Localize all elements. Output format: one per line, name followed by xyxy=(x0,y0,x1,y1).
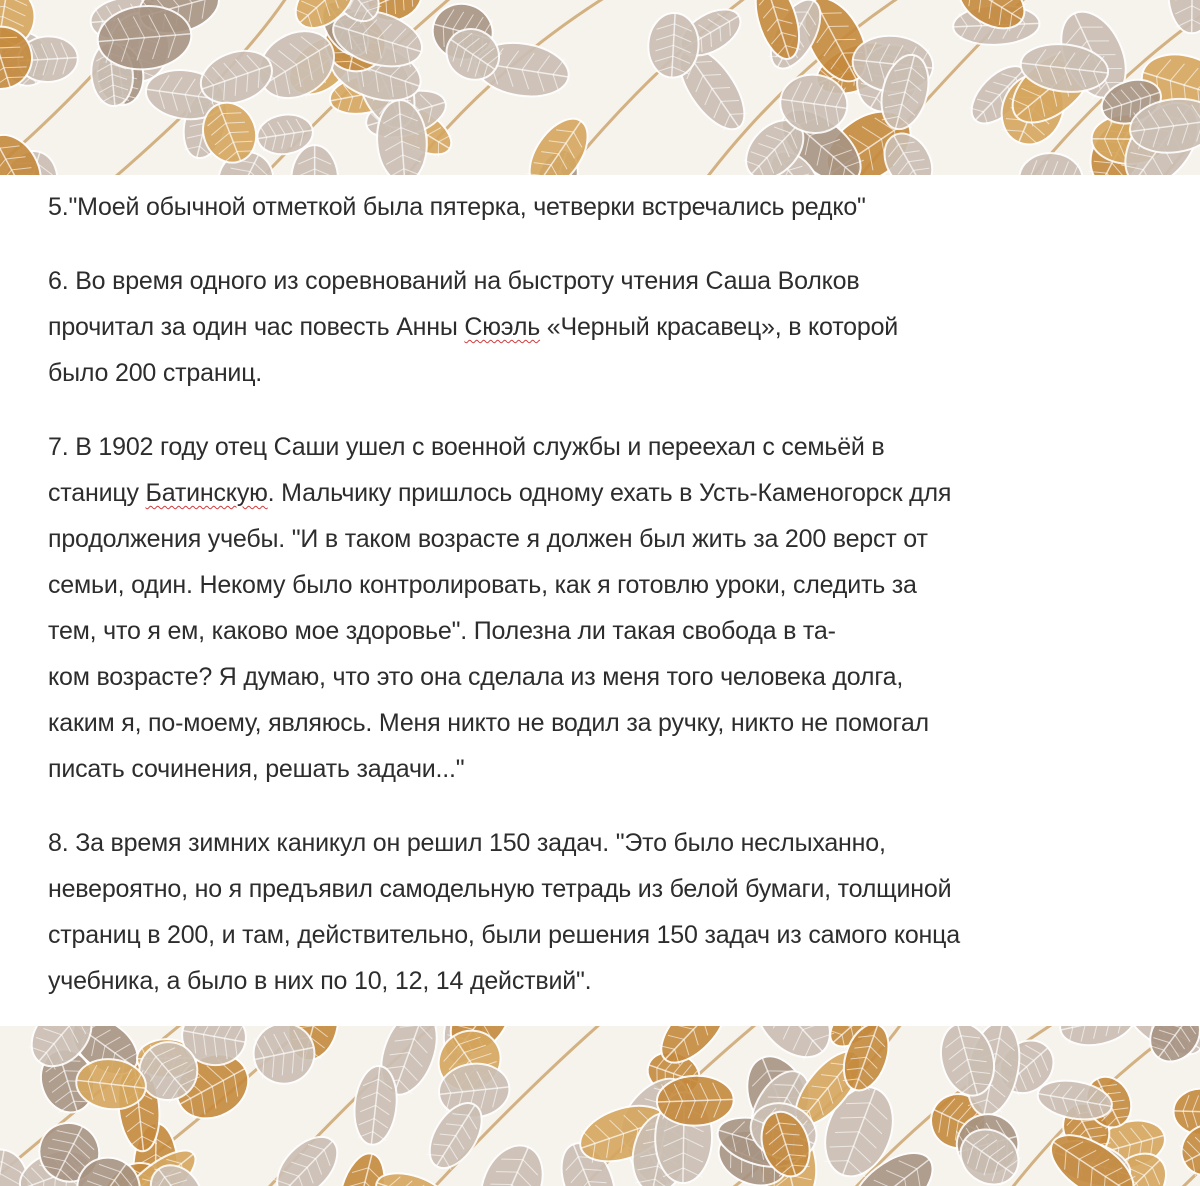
text-line xyxy=(48,304,1158,350)
text-segment: учебника, а было в них по 10, 12, 14 действий". xyxy=(48,967,592,995)
text-line xyxy=(48,258,1158,304)
leaf xyxy=(248,1026,320,1089)
text-line xyxy=(48,184,1158,230)
text-segment: страниц в 200, и там, действительно, были решения 150 задач из самого конца xyxy=(48,921,960,949)
spellcheck-word: Сюэль xyxy=(464,313,541,341)
leaf xyxy=(266,1126,349,1186)
text-line xyxy=(48,746,1158,792)
leaf xyxy=(1018,152,1083,175)
leaf xyxy=(469,1136,554,1186)
text-line xyxy=(48,470,1158,516)
text-segment: 6. Во время одного из соревнований на быстроту чтения Саша Волков xyxy=(48,267,860,295)
text-line xyxy=(48,820,1158,866)
text-line xyxy=(48,958,1158,1004)
text-line xyxy=(48,350,1158,396)
text-body xyxy=(48,184,1158,1032)
text-segment: 8. За время зимних каникул он решил 150 задач. "Это было неслыханно, xyxy=(48,829,886,857)
text-segment: продолжения учебы. "И в таком возрасте я должен был жить за 200 верст от xyxy=(48,525,928,553)
text-line xyxy=(48,608,1158,654)
leaf xyxy=(1168,0,1200,34)
text-segment: «Черный красавец», в которой xyxy=(540,313,899,341)
text-segment: 5."Моей обычной отметкой была пятерка, четверки встречались редко" xyxy=(48,193,866,221)
text-segment: . Мальчику пришлось одному ехать в Усть-Каменогорск для xyxy=(267,479,952,507)
text-segment: писать сочинения, решать задачи..." xyxy=(48,755,465,783)
text-segment: ком возрасте? Я думаю, что это она сделала из меня того человека долга, xyxy=(48,663,904,691)
leaf xyxy=(518,109,600,175)
text-line xyxy=(48,562,1158,608)
text-line xyxy=(48,516,1158,562)
paragraph xyxy=(48,820,1158,1004)
text-segment: каким я, по-моему, являюсь. Меня никто не водил за ручку, никто не помогал xyxy=(48,709,929,737)
paragraph xyxy=(48,424,1158,792)
spellcheck-word: Батинскую xyxy=(145,479,268,507)
decorative-leaf-border-top xyxy=(0,0,1200,175)
text-segment: невероятно, но я предъявил самодельную тетрадь из белой бумаги, толщиной xyxy=(48,875,952,903)
text-segment: тем, что я ем, каково мое здоровье". Полезна ли такая свобода в та- xyxy=(48,617,836,645)
leaf-pattern-bottom xyxy=(0,1026,1200,1186)
text-segment: было 200 страниц. xyxy=(48,359,263,387)
leaf xyxy=(351,1064,401,1147)
text-line xyxy=(48,700,1158,746)
paragraph xyxy=(48,184,1158,230)
text-line xyxy=(48,912,1158,958)
leaf-pattern-top xyxy=(0,0,1200,175)
text-segment: семьи, один. Некому было контролировать, как я готовлю уроки, следить за xyxy=(48,571,917,599)
text-segment: прочитал за один час повесть Анны xyxy=(48,313,465,341)
text-segment: станицу xyxy=(48,479,146,507)
text-segment: 7. В 1902 году отец Саши ушел с военной службы и переехал с семьёй в xyxy=(48,433,885,461)
decorative-leaf-border-bottom xyxy=(0,1026,1200,1186)
paragraph xyxy=(48,258,1158,396)
text-line xyxy=(48,424,1158,470)
text-line xyxy=(48,866,1158,912)
leaf xyxy=(1056,1026,1140,1052)
text-line xyxy=(48,654,1158,700)
